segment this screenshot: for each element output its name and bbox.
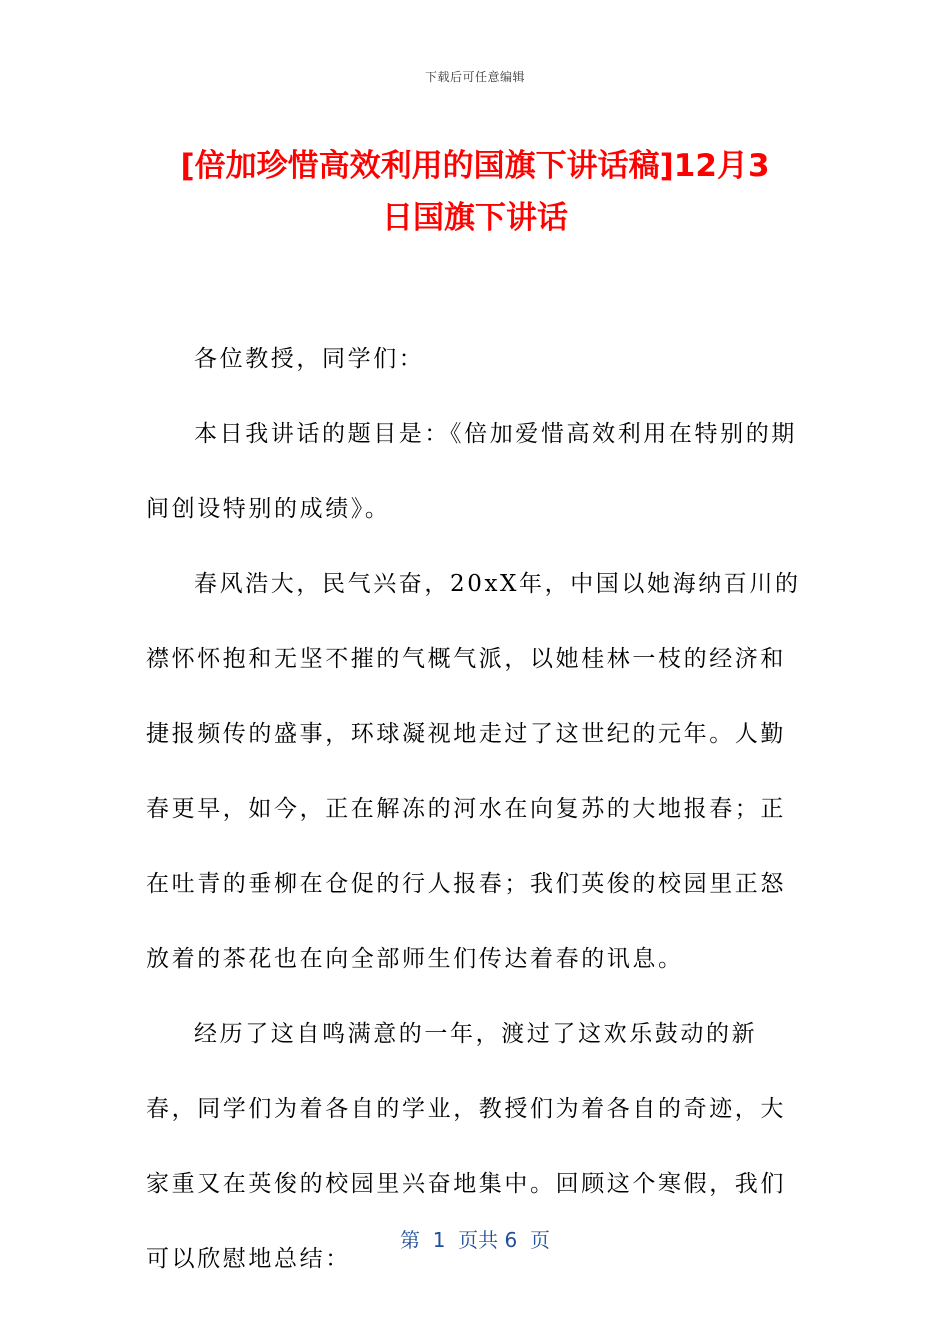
page-number: 第 1 页共 6 页 <box>400 1228 550 1252</box>
title-line-1: [倍加珍惜高效利用的国旗下讲话稿]12月3 <box>180 148 770 184</box>
paragraph-review: 经历了这自鸣满意的一年，渡过了这欢乐鼓动的新春，同学们为着各自的学业，教授们为着各自的奇迹，大家重又在英俊的校园里兴奋地集中。回顾这个寒假，我们可以欣慰地总结： <box>146 1021 786 1272</box>
title-line-2: 日国旗下讲话 <box>382 200 568 236</box>
paragraph-spring: 春风浩大，民气兴奋，20xX年，中国以她海纳百川的襟怀怀抱和无坚不摧的气概气派，以她桂林一枝的经济和捷报频传的盛事，环球凝视地走过了这世纪的元年。人勤春更早，如今，正在解冻的河水在向复苏的大地报春；正在吐青的垂柳在仓促的行人报春；我们英俊的校园里正怒放着的茶花也在向全部师生们传达着春的讯息。 <box>146 571 801 972</box>
paragraph-topic: 本日我讲话的题目是：《倍加爱惜高效利用在特别的期间创设特别的成绩》。 <box>146 421 797 522</box>
document-title <box>120 140 830 244</box>
document-body <box>146 322 806 1297</box>
paragraph-greeting: 各位教授，同学们： <box>194 346 425 372</box>
header-note: 下载后可任意编辑 <box>424 70 525 84</box>
